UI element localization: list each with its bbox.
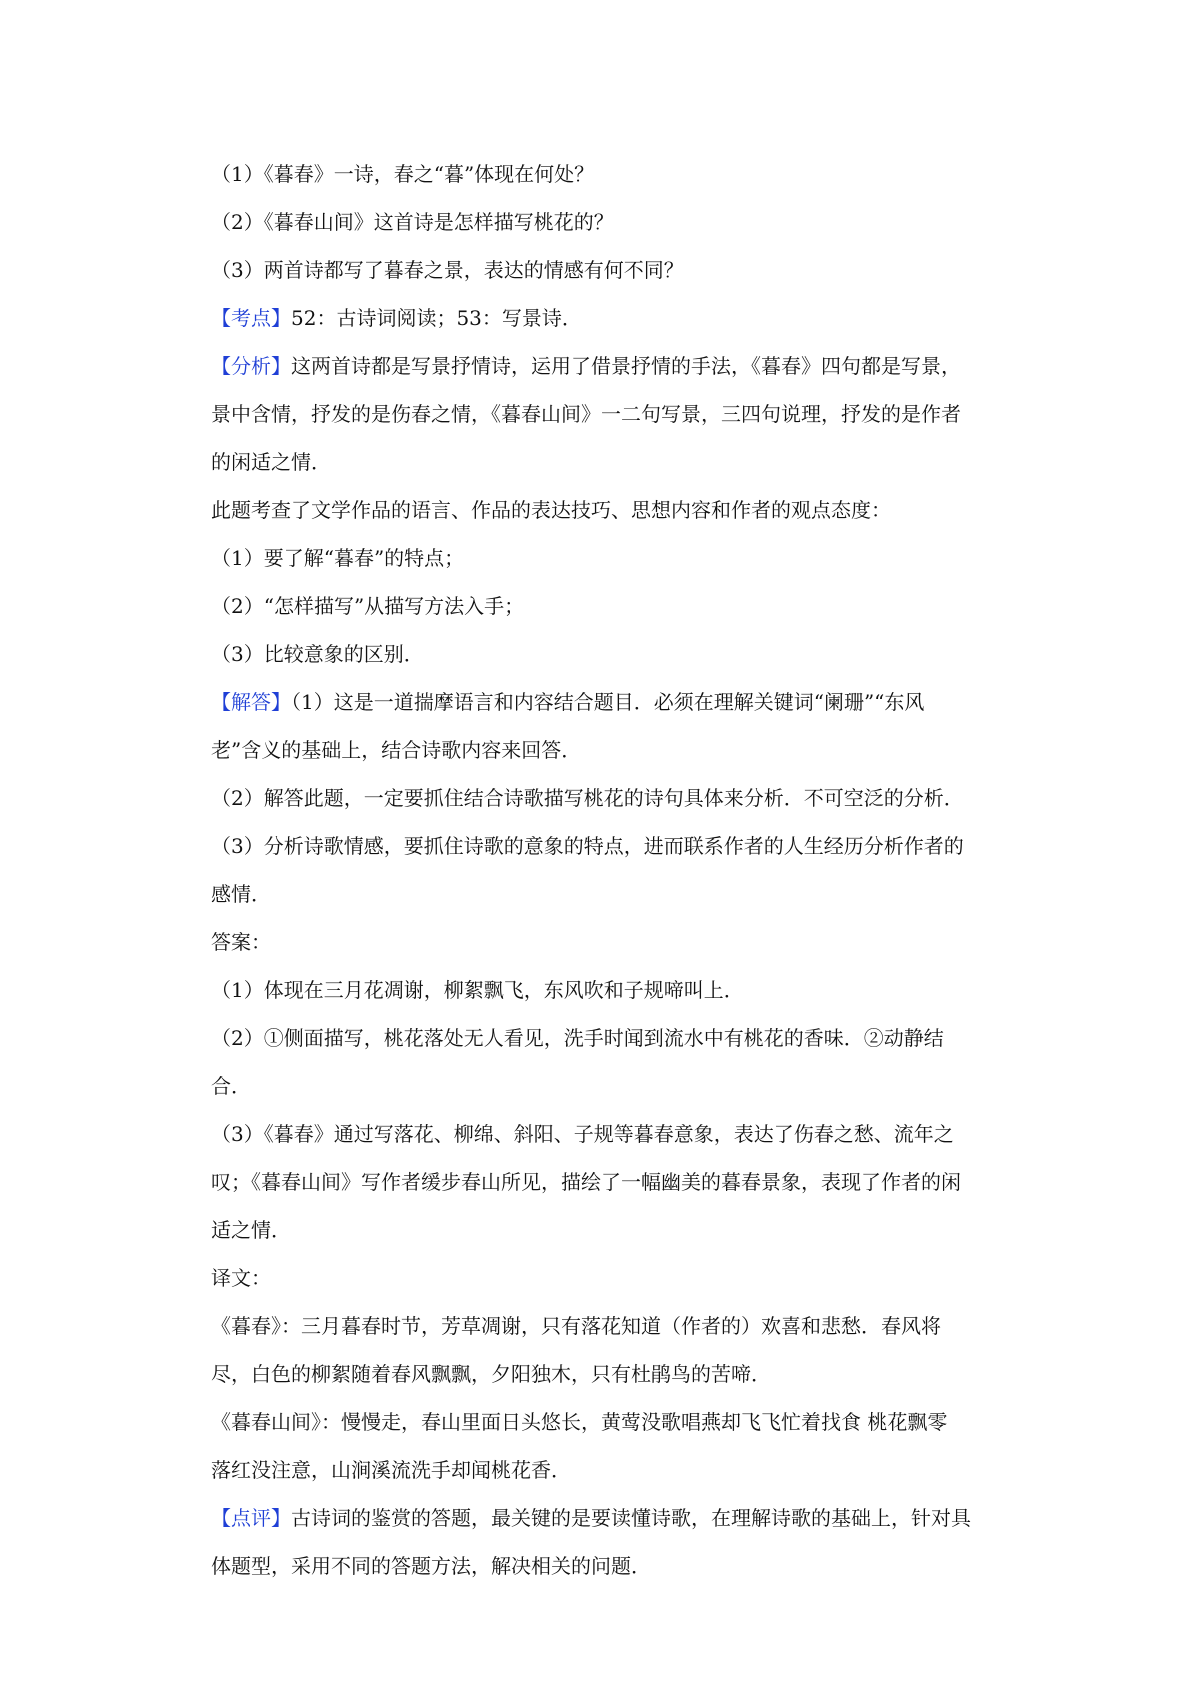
fenxi-line-1: 这两首诗都是写景抒情诗，运用了借景抒情的手法，《暮春》四句都是写景， bbox=[291, 354, 961, 378]
document-content bbox=[211, 150, 1021, 1590]
jieda-row-1 bbox=[211, 678, 1021, 726]
jieda-line-3: （2）解答此题，一定要抓住结合诗歌描写桃花的诗句具体来分析．不可空泛的分析． bbox=[211, 786, 964, 810]
dianping-line-2: 体题型，采用不同的答题方法，解决相关的问题． bbox=[211, 1554, 651, 1578]
answer-3-line-3: 适之情． bbox=[211, 1218, 291, 1242]
answer-2-line-2: 合． bbox=[211, 1074, 251, 1098]
jieda-line-4: （3）分析诗歌情感，要抓住诗歌的意象的特点，进而联系作者的人生经历分析作者的 bbox=[211, 834, 964, 858]
jieda-line-1: （1）这是一道揣摩语言和内容结合题目．必须在理解关键词“阑珊”“东风 bbox=[291, 690, 925, 714]
translation-1-line-1: 《暮春》：三月暮春时节，芳草凋谢，只有落花知道（作者的）欢喜和悲愁．春风将 bbox=[211, 1314, 941, 1338]
question-2: （2）《暮春山间》这首诗是怎样描写桃花的？ bbox=[211, 210, 614, 234]
jieda-line-5: 感情． bbox=[211, 882, 271, 906]
dianping-row-1 bbox=[211, 1494, 1021, 1542]
fenxi-line-3: 的闲适之情． bbox=[211, 450, 331, 474]
dianping-label: 【点评】 bbox=[211, 1506, 291, 1530]
kaodian-row bbox=[211, 294, 1021, 342]
fenxi-point-3: （3）比较意象的区别． bbox=[211, 642, 424, 666]
fenxi-row-1 bbox=[211, 342, 1021, 390]
kaodian-text: 52：古诗词阅读；53：写景诗． bbox=[291, 306, 582, 330]
translation-heading: 译文： bbox=[211, 1266, 271, 1290]
fenxi-point-2: （2）“怎样描写”从描写方法入手； bbox=[211, 594, 525, 618]
answer-1: （1）体现在三月花凋谢，柳絮飘飞，东风吹和子规啼叫上． bbox=[211, 978, 744, 1002]
question-3: （3）两首诗都写了暮春之景，表达的情感有何不同？ bbox=[211, 258, 684, 282]
fenxi-intro: 此题考查了文学作品的语言、作品的表达技巧、思想内容和作者的观点态度： bbox=[211, 498, 891, 522]
answer-3-line-1: （3）《暮春》通过写落花、柳绵、斜阳、子规等暮春意象，表达了伤春之愁、流年之 bbox=[211, 1122, 954, 1146]
fenxi-point-1: （1）要了解“暮春”的特点； bbox=[211, 546, 465, 570]
translation-1-line-2: 尽，白色的柳絮随着春风飘飘，夕阳独木，只有杜鹃鸟的苦啼． bbox=[211, 1362, 771, 1386]
fenxi-line-2: 景中含情，抒发的是伤春之情，《暮春山间》一二句写景，三四句说理，抒发的是作者 bbox=[211, 402, 961, 426]
translation-2-line-2: 落红没注意，山涧溪流洗手却闻桃花香． bbox=[211, 1458, 571, 1482]
translation-2-line-1: 《暮春山间》：慢慢走，春山里面日头悠长，黄莺没歌唱燕却飞飞忙着找食 桃花飘零 bbox=[211, 1410, 948, 1434]
answer-heading: 答案： bbox=[211, 930, 271, 954]
kaodian-label: 【考点】 bbox=[211, 306, 291, 330]
jieda-line-2: 老”含义的基础上，结合诗歌内容来回答． bbox=[211, 738, 582, 762]
fenxi-label: 【分析】 bbox=[211, 354, 291, 378]
question-1: （1）《暮春》一诗，春之“暮”体现在何处？ bbox=[211, 162, 595, 186]
jieda-label: 【解答】 bbox=[211, 690, 291, 714]
answer-2-line-1: （2）①侧面描写，桃花落处无人看见，洗手时闻到流水中有桃花的香味．②动静结 bbox=[211, 1026, 944, 1050]
answer-3-line-2: 叹；《暮春山间》写作者缓步春山所见，描绘了一幅幽美的暮春景象，表现了作者的闲 bbox=[211, 1170, 961, 1194]
dianping-line-1: 古诗词的鉴赏的答题，最关键的是要读懂诗歌，在理解诗歌的基础上，针对具 bbox=[291, 1506, 971, 1530]
